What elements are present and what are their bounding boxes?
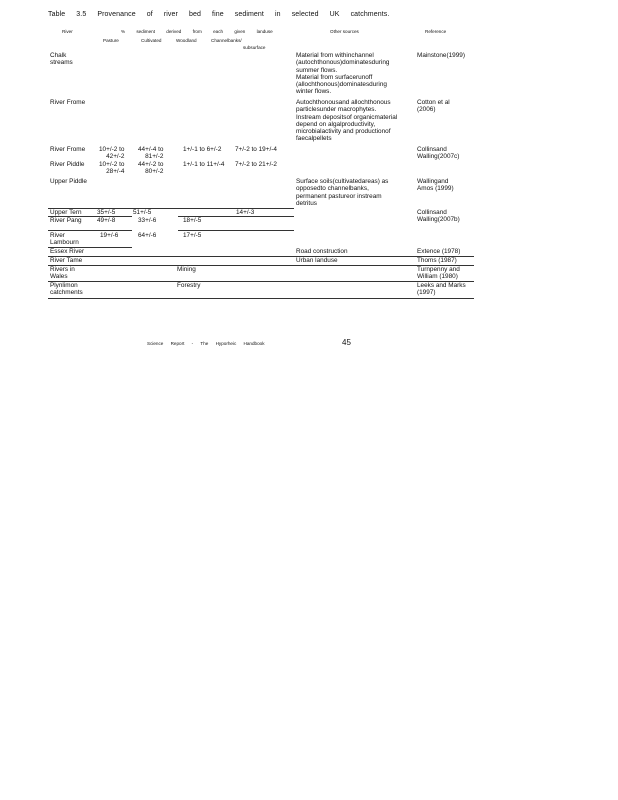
cell-line: Instream depositsof organicmaterial — [296, 113, 398, 121]
cell-line: 14+/-3 — [236, 209, 255, 216]
header-reference: Reference — [425, 29, 447, 34]
cell-line: opposedto channelbanks, — [296, 185, 369, 193]
cell-other-chalk — [296, 52, 389, 96]
cell-river-lambourn — [50, 232, 79, 247]
cell-ref-upper-tern — [417, 209, 460, 224]
cell-line: 7+/-2 to 19+/-4 — [235, 146, 277, 153]
cell-line: detritus — [296, 199, 317, 207]
cell-channel-frome-2 — [235, 146, 277, 153]
cell-line: Walling(2007c) — [417, 153, 460, 161]
cell-line: Urban landuse — [296, 257, 338, 264]
cell-line: Rivers in — [50, 266, 75, 273]
cell-line: William (1980) — [417, 273, 458, 281]
cell-line: River Tame — [50, 257, 83, 264]
cell-line: Amos (1999) — [417, 185, 454, 193]
cell-line: 17+/-5 — [183, 232, 202, 239]
cell-line: Material from surfacerunoff — [296, 73, 373, 81]
cell-line: 49+/-8 — [97, 217, 116, 224]
header-other-sources: Other sources — [330, 29, 359, 34]
row-rule-wales — [48, 265, 474, 266]
cell-river-essex — [50, 248, 84, 255]
cell-line: permanent pastureor instream — [296, 192, 382, 200]
cell-woodland-pang — [183, 217, 201, 224]
header-percent-sediment: % sediment derived from each given landuse — [121, 29, 273, 34]
cell-river-upper-piddle — [50, 178, 87, 185]
header-pasture: Pasture — [103, 38, 119, 43]
cell-line: Lambourn — [50, 239, 79, 247]
cell-line: 7+/-2 to 21+/-2 — [235, 161, 277, 168]
cell-line: Mining — [177, 266, 196, 273]
cell-line: Autochthonousand allochthonous — [296, 99, 391, 106]
cell-river-frome-2 — [50, 146, 85, 153]
cell-line: Upper Tern — [50, 209, 82, 216]
table-bottom-rule — [48, 298, 474, 299]
cell-line: River — [50, 232, 65, 239]
header-woodland: Woodland — [176, 38, 197, 43]
cell-line: Wales — [50, 273, 68, 281]
cell-line: (allochthonous)dominatesduring — [296, 81, 387, 89]
cell-line: Extence (1978) — [417, 248, 461, 255]
cell-line: Chalk — [50, 52, 67, 59]
cell-line: 18+/-5 — [183, 217, 202, 224]
cell-line: 1+/-1 to 11+/-4 — [183, 161, 225, 168]
cell-ref-tame — [417, 257, 457, 264]
cell-line: Plynlimon — [50, 282, 78, 289]
cell-line: 42+/-2 — [106, 153, 125, 161]
cell-ref-essex — [417, 248, 460, 255]
cell-line: Collinsand — [417, 209, 447, 216]
cell-pasture-piddle — [99, 161, 124, 176]
cell-line: 28+/-4 — [106, 168, 125, 176]
cell-cultivated-upper-tern — [133, 209, 151, 216]
cell-line: (1997) — [417, 289, 436, 297]
cell-line: depend on algalproductivity, — [296, 120, 376, 128]
row-rule-upper-tern — [48, 208, 294, 209]
cell-line: River Frome — [50, 146, 86, 153]
cell-line: Wallingand — [417, 178, 449, 185]
cell-other-tame — [296, 257, 338, 264]
row-rule-plynlimon — [48, 281, 474, 282]
row-rule-lambourn-2 — [178, 230, 294, 231]
cell-line: 51+/-5 — [133, 209, 152, 216]
cell-line: 19+/-6 — [100, 232, 119, 239]
cell-river-piddle — [50, 161, 84, 168]
cell-cultivated-lambourn — [138, 232, 156, 239]
cell-river-chalk — [50, 52, 73, 67]
cell-line: Cotton et al — [417, 99, 450, 106]
cell-ref-frome-1 — [417, 99, 450, 114]
cell-line: River Frome — [50, 99, 86, 106]
cell-line: Forestry — [177, 282, 201, 289]
cell-line: 10+/-2 to — [99, 146, 125, 153]
cell-channel-piddle — [235, 161, 277, 168]
cell-ref-upper-piddle — [417, 178, 454, 193]
cell-source-wales — [177, 266, 196, 273]
cell-river-pang — [50, 217, 82, 224]
cell-line: 64+/-6 — [138, 232, 157, 239]
cell-line: 10+/-2 to — [99, 161, 125, 168]
cell-line: 35+/-5 — [97, 209, 116, 216]
cell-line: 44+/-4 to — [138, 146, 164, 153]
header-cultivated: Cultivated — [141, 38, 162, 43]
header-river: River — [62, 29, 73, 34]
cell-cultivated-frome-2 — [138, 146, 163, 161]
cell-line: faecalpellets — [296, 135, 332, 143]
cell-line: summer flows. — [296, 66, 338, 74]
cell-line: Mainstone(1999) — [417, 52, 465, 59]
cell-ref-plynlimon — [417, 282, 466, 297]
cell-line: Material from withinchannel — [296, 52, 374, 59]
cell-line: Surface soils(cultivatedareas) as — [296, 178, 389, 185]
cell-other-essex — [296, 248, 348, 255]
cell-line: 33+/-6 — [138, 217, 157, 224]
cell-pasture-pang — [97, 217, 115, 224]
cell-line: Leeks and Marks — [417, 282, 466, 289]
cell-ref-frome-2 — [417, 146, 459, 161]
cell-ref-chalk — [417, 52, 465, 59]
cell-cultivated-piddle — [138, 161, 163, 176]
cell-ref-wales — [417, 266, 460, 281]
table-caption: Table 3.5 Provenance of river bed fine sediment in selected UK catchments. — [48, 11, 390, 18]
cell-line: Collinsand — [417, 146, 447, 153]
cell-line: Walling(2007b) — [417, 216, 460, 224]
cell-other-frome-1 — [296, 99, 397, 143]
cell-line: (autochthonous)dominatesduring — [296, 59, 390, 67]
cell-line: Thoms (1987) — [417, 257, 457, 264]
cell-line: River Pang — [50, 217, 82, 224]
cell-woodland-frome-2 — [183, 146, 221, 153]
cell-line: Road construction — [296, 248, 348, 255]
page-number: 45 — [342, 338, 351, 347]
cell-line: 1+/-1 to 6+/-2 — [183, 146, 222, 153]
row-rule-lambourn — [48, 230, 132, 231]
cell-line: streams — [50, 59, 73, 67]
cell-line: winter flows. — [296, 88, 332, 96]
cell-line: microbialactivity and productionof — [296, 128, 391, 136]
cell-line: Essex River — [50, 248, 85, 255]
cell-line: (2006) — [417, 106, 436, 114]
cell-pasture-frome-2 — [99, 146, 124, 161]
cell-line: catchments — [50, 289, 83, 297]
cell-river-tame — [50, 257, 82, 264]
cell-river-wales — [50, 266, 75, 281]
cell-cultivated-pang — [138, 217, 156, 224]
cell-line: Turnpenny and — [417, 266, 460, 273]
cell-other-upper-piddle — [296, 178, 388, 207]
cell-woodland-piddle — [183, 161, 224, 168]
header-subsurface: subsurface — [243, 45, 266, 50]
cell-line: 80+/-2 — [145, 168, 164, 176]
cell-river-frome-1 — [50, 99, 85, 106]
page-footer: Science Report - The Hyporheic Handbook — [147, 341, 265, 346]
row-rule-tame — [48, 256, 474, 257]
cell-line: 81+/-2 — [145, 153, 164, 161]
cell-woodland-lambourn — [183, 232, 201, 239]
cell-line: 44+/-2 to — [138, 161, 164, 168]
cell-source-plynlimon — [177, 282, 200, 289]
header-channel-banks: Channelbanks/ — [211, 38, 242, 43]
cell-river-plynlimon — [50, 282, 83, 297]
cell-line: particlesunder macrophytes. — [296, 106, 377, 114]
cell-line: Upper Piddle — [50, 178, 87, 185]
cell-line: River Piddle — [50, 161, 85, 168]
cell-pasture-lambourn — [100, 232, 118, 239]
